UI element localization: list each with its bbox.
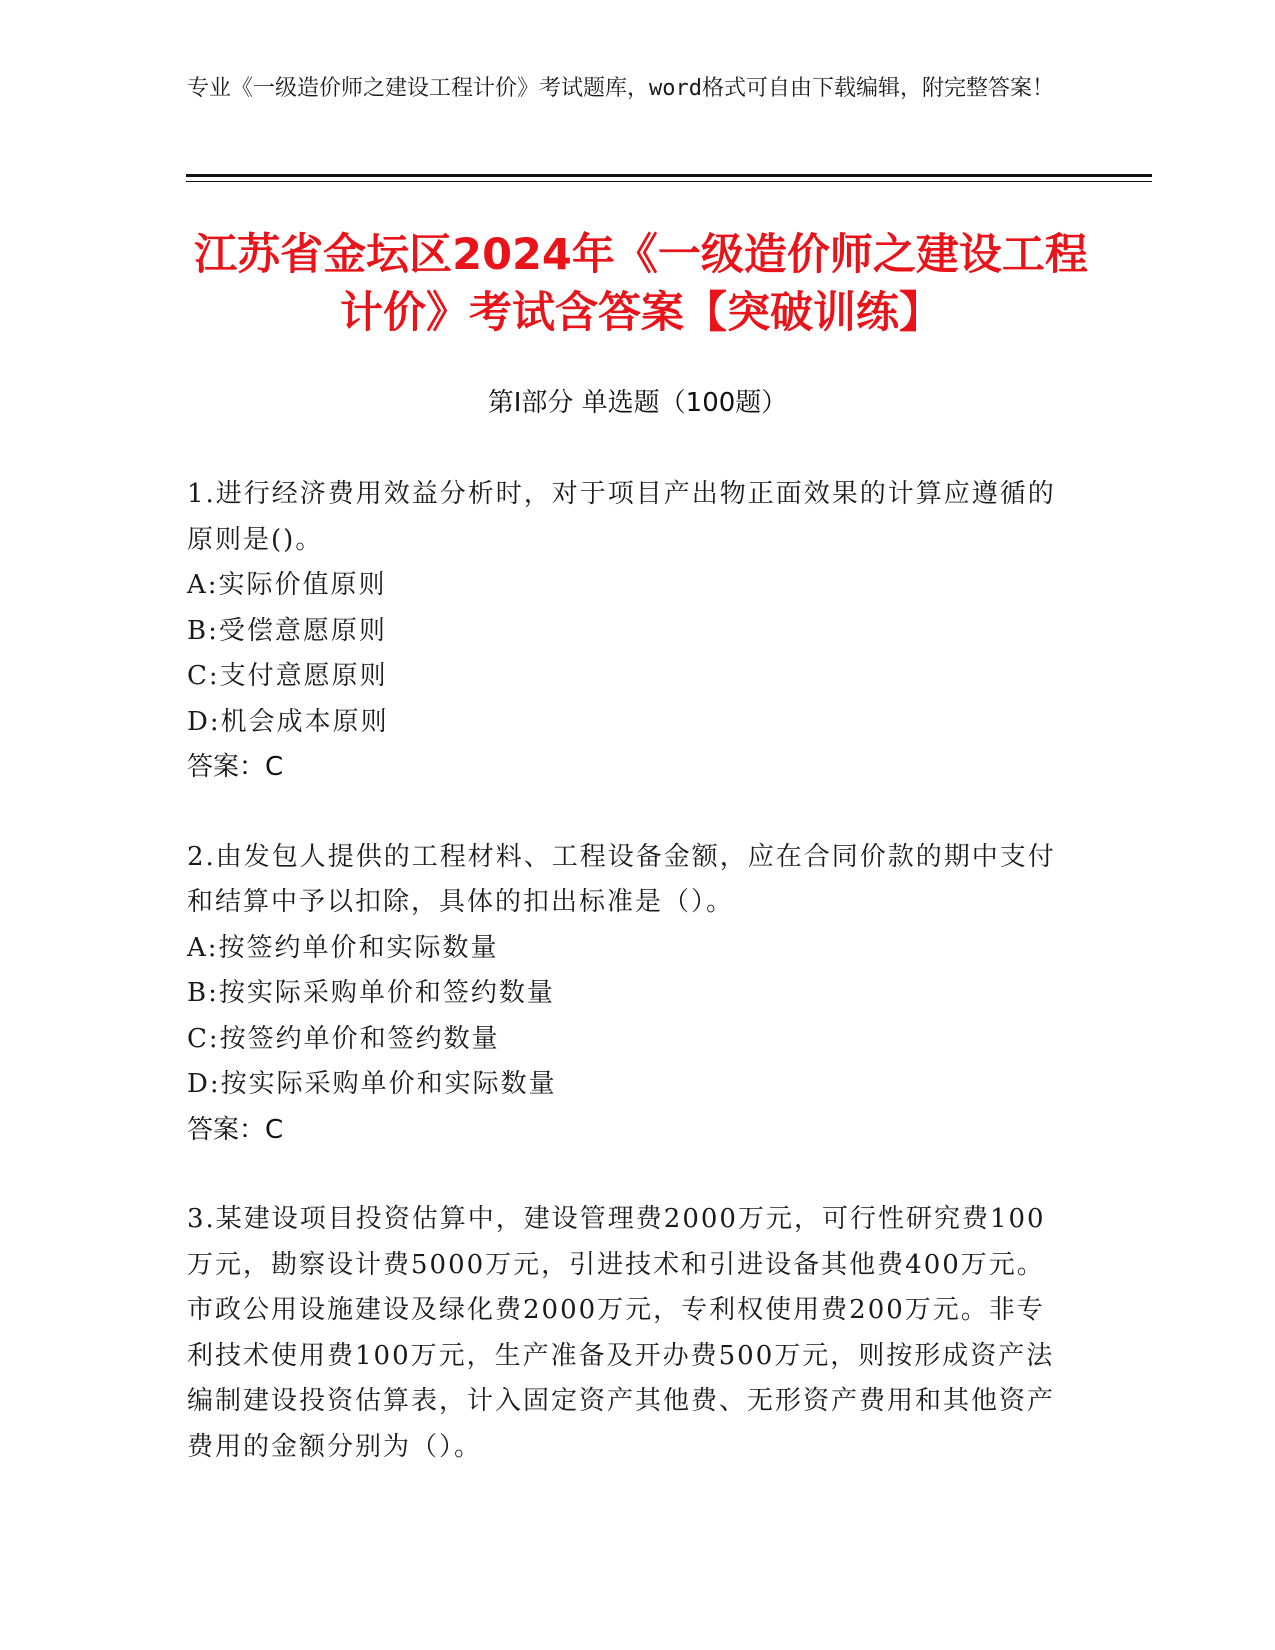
option-a: A:实际价值原则 [187,570,387,600]
question-1 [187,472,1067,791]
header-note: 专业《一级造价师之建设工程计价》考试题库，word格式可自由下载编辑，附完整答案！ [187,76,1054,101]
question-2 [187,835,1067,1154]
header-rule-thick [186,174,1152,177]
document-title: 江苏省金坛区2024年《一级造价师之建设工程计价》考试含答案【突破训练】 [194,230,1088,338]
question-stem: 2.由发包人提供的工程材料、工程设备金额，应在合同价款的期中支付和结算中予以扣除，具体的扣出标准是（）。 [187,841,1056,917]
question-list [187,472,1067,1514]
answer-line: 答案：C [187,1114,284,1145]
question-stem: 3.某建设项目投资估算中，建设管理费2000万元，可行性研究费100万元，勘察设计费5000万元，引进技术和引进设备其他费400万元。市政公用设施建设及绿化费2000万元，专利权使用费200万元。非专利技术使用费100万元，生产准备及开办费500万元，则按形成资产法编制建设投资估算表，计入固定资产其他费、无形资产费用和其他资产费用的金额分别为（）。 [187,1204,1056,1462]
header-rule-thin [186,181,1152,182]
option-b: B:受偿意愿原则 [187,615,387,646]
option-d: D:机会成本原则 [187,706,389,737]
option-b: B:按实际采购单价和签约数量 [187,978,555,1008]
question-3 [187,1197,1067,1470]
section-heading: 第I部分 单选题（100题） [487,388,788,418]
question-stem: 1.进行经济费用效益分析时，对于项目产出物正面效果的计算应遵循的原则是()。 [187,479,1056,555]
option-a: A:按签约单价和实际数量 [187,932,499,963]
answer-line: 答案：C [187,752,284,782]
option-c: C:按签约单价和签约数量 [187,1023,500,1054]
option-c: C:支付意愿原则 [187,661,388,691]
option-d: D:按实际采购单价和实际数量 [187,1069,557,1099]
